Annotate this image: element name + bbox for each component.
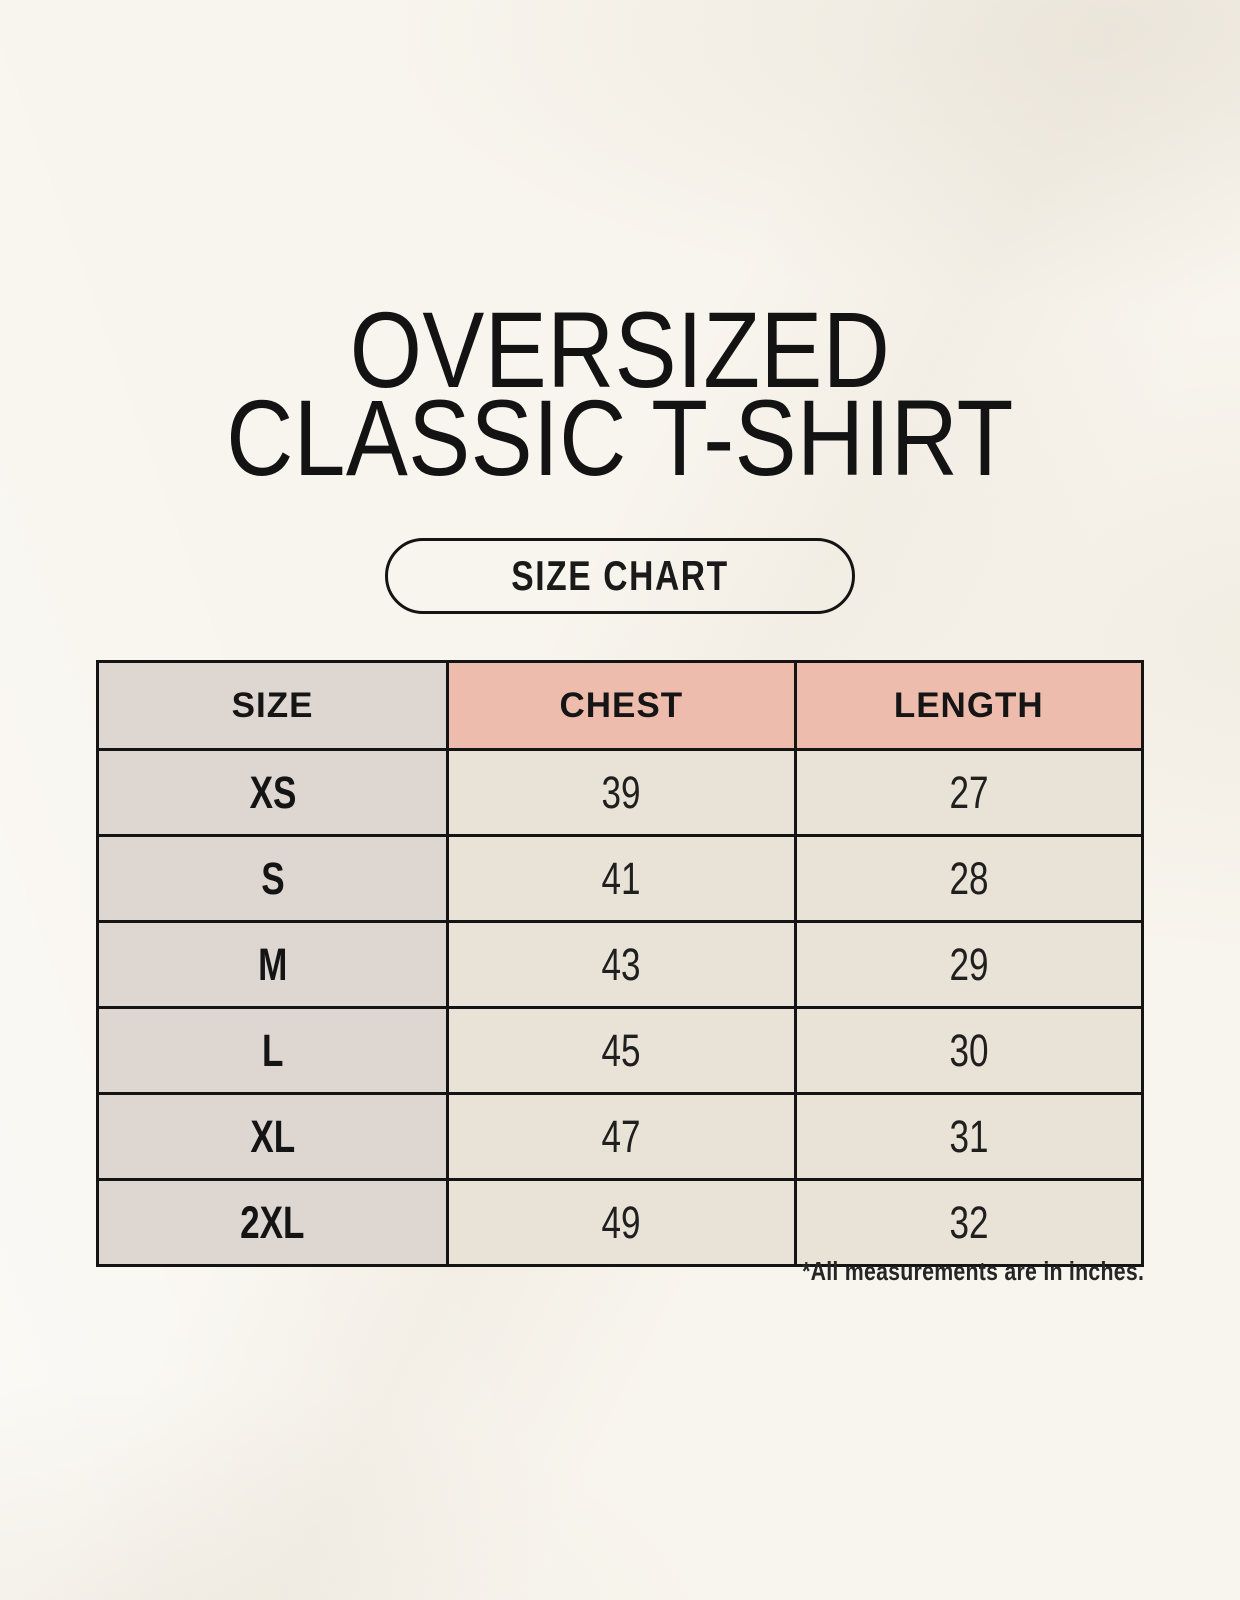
length-cell <box>795 836 1142 922</box>
chest-cell <box>448 1094 795 1180</box>
table-row <box>98 1094 1143 1180</box>
chest-value: 45 <box>601 1024 641 1076</box>
header-label-chest: CHEST <box>559 685 684 725</box>
length-cell <box>795 922 1142 1008</box>
chest-value: 41 <box>601 852 641 904</box>
length-cell <box>795 1094 1142 1180</box>
size-chart-table <box>96 660 1144 1267</box>
chest-value: 43 <box>601 938 641 990</box>
chest-value: 39 <box>601 766 641 818</box>
product-title-line2: CLASSIC T-SHIRT <box>226 377 1014 498</box>
chest-cell <box>448 836 795 922</box>
length-cell <box>795 1180 1142 1266</box>
length-cell <box>795 750 1142 836</box>
product-title-line1: OVERSIZED <box>349 289 891 410</box>
size-cell <box>98 750 448 836</box>
size-value: XL <box>250 1110 295 1162</box>
size-cell <box>98 1008 448 1094</box>
header-cell-chest <box>448 662 795 750</box>
size-value: M <box>257 938 288 990</box>
chest-cell <box>448 1008 795 1094</box>
chest-cell <box>448 922 795 1008</box>
chest-cell <box>448 750 795 836</box>
table-row <box>98 1180 1143 1266</box>
length-value: 27 <box>949 766 989 818</box>
length-cell <box>795 1008 1142 1094</box>
table-header-row <box>98 662 1143 750</box>
header-cell-size <box>98 662 448 750</box>
length-value: 29 <box>949 938 989 990</box>
table-row <box>98 750 1143 836</box>
header-label-size: SIZE <box>231 685 314 725</box>
length-value: 30 <box>949 1024 989 1076</box>
table-row <box>98 1008 1143 1094</box>
table-row <box>98 836 1143 922</box>
size-value: XS <box>249 766 296 818</box>
size-cell <box>98 836 448 922</box>
length-value: 31 <box>949 1110 989 1162</box>
size-value: 2XL <box>240 1196 305 1248</box>
measurements-footnote <box>96 1256 1144 1287</box>
chest-value: 47 <box>601 1110 641 1162</box>
size-value: L <box>261 1024 284 1076</box>
header-label-length: LENGTH <box>893 685 1044 725</box>
size-cell <box>98 922 448 1008</box>
length-value: 28 <box>949 852 989 904</box>
size-cell <box>98 1094 448 1180</box>
table-row <box>98 922 1143 1008</box>
measurements-footnote-text: *All measurements are in inches. <box>801 1256 1144 1286</box>
size-chart-button-label: SIZE CHART <box>511 552 729 599</box>
length-value: 32 <box>949 1196 989 1248</box>
size-cell <box>98 1180 448 1266</box>
size-value: S <box>260 852 285 904</box>
chest-cell <box>448 1180 795 1266</box>
header-cell-length <box>795 662 1142 750</box>
chest-value: 49 <box>601 1196 641 1248</box>
product-title <box>0 289 1240 498</box>
size-chart-button[interactable] <box>385 538 855 614</box>
